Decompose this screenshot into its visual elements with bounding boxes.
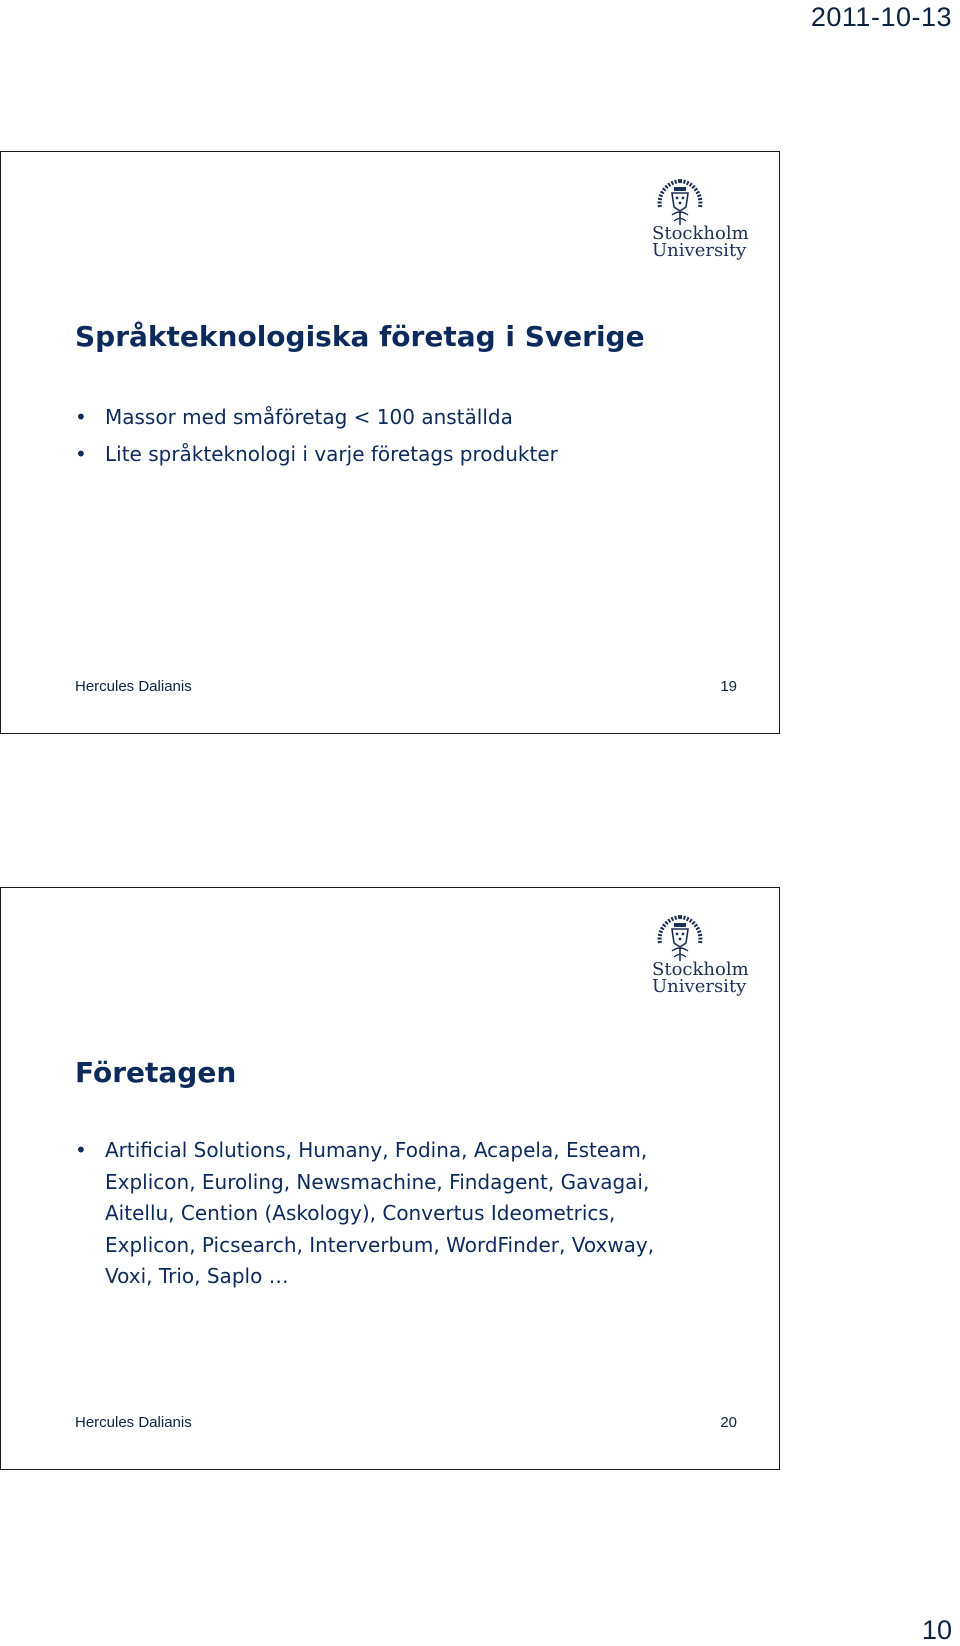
bullet-text: Massor med småföretag < 100 anställda <box>105 405 513 429</box>
logo-wordmark <box>652 225 749 259</box>
slide-title: Språkteknologiska företag i Sverige <box>75 320 645 353</box>
university-seal-icon <box>652 909 708 965</box>
bullet-dot-icon: • <box>75 405 87 429</box>
university-seal-icon <box>652 173 708 229</box>
logo-line-2: University <box>652 976 747 997</box>
slide-19 <box>0 151 780 734</box>
logo-line-1: Stockholm <box>652 959 749 980</box>
stockholm-university-logo <box>652 909 752 999</box>
bullet-text: Artificial Solutions, Humany, Fodina, Acapela, Esteam, Explicon, Euroling, Newsmachine, Findagent, Gavagai, Aitellu, Cention (Askology), Convertus Ideometrics, Explicon, Picsearch, Interverbum, WordFinder, Voxway, Voxi, Trio, Saplo … <box>105 1138 655 1288</box>
page-date: 2011-10-13 <box>810 2 952 32</box>
stockholm-university-logo <box>652 173 752 263</box>
slide-title: Företagen <box>75 1056 237 1089</box>
bullet-item <box>75 399 558 436</box>
footer-author: Hercules Dalianis <box>75 1414 192 1431</box>
slide-number: 19 <box>720 678 737 695</box>
bullet-dot-icon: • <box>75 442 87 466</box>
bullet-list <box>75 399 558 473</box>
slide-number: 20 <box>720 1414 737 1431</box>
logo-line-1: Stockholm <box>652 223 749 244</box>
bullet-item <box>75 1135 655 1293</box>
slide-20 <box>0 887 780 1470</box>
footer-author: Hercules Dalianis <box>75 678 192 695</box>
bullet-text: Lite språkteknologi i varje företags produkter <box>105 442 558 466</box>
bullet-list <box>75 1135 655 1293</box>
page-number: 10 <box>921 1615 952 1645</box>
logo-wordmark <box>652 961 749 995</box>
bullet-dot-icon: • <box>75 1138 87 1162</box>
bullet-item <box>75 436 558 473</box>
logo-line-2: University <box>652 240 747 261</box>
